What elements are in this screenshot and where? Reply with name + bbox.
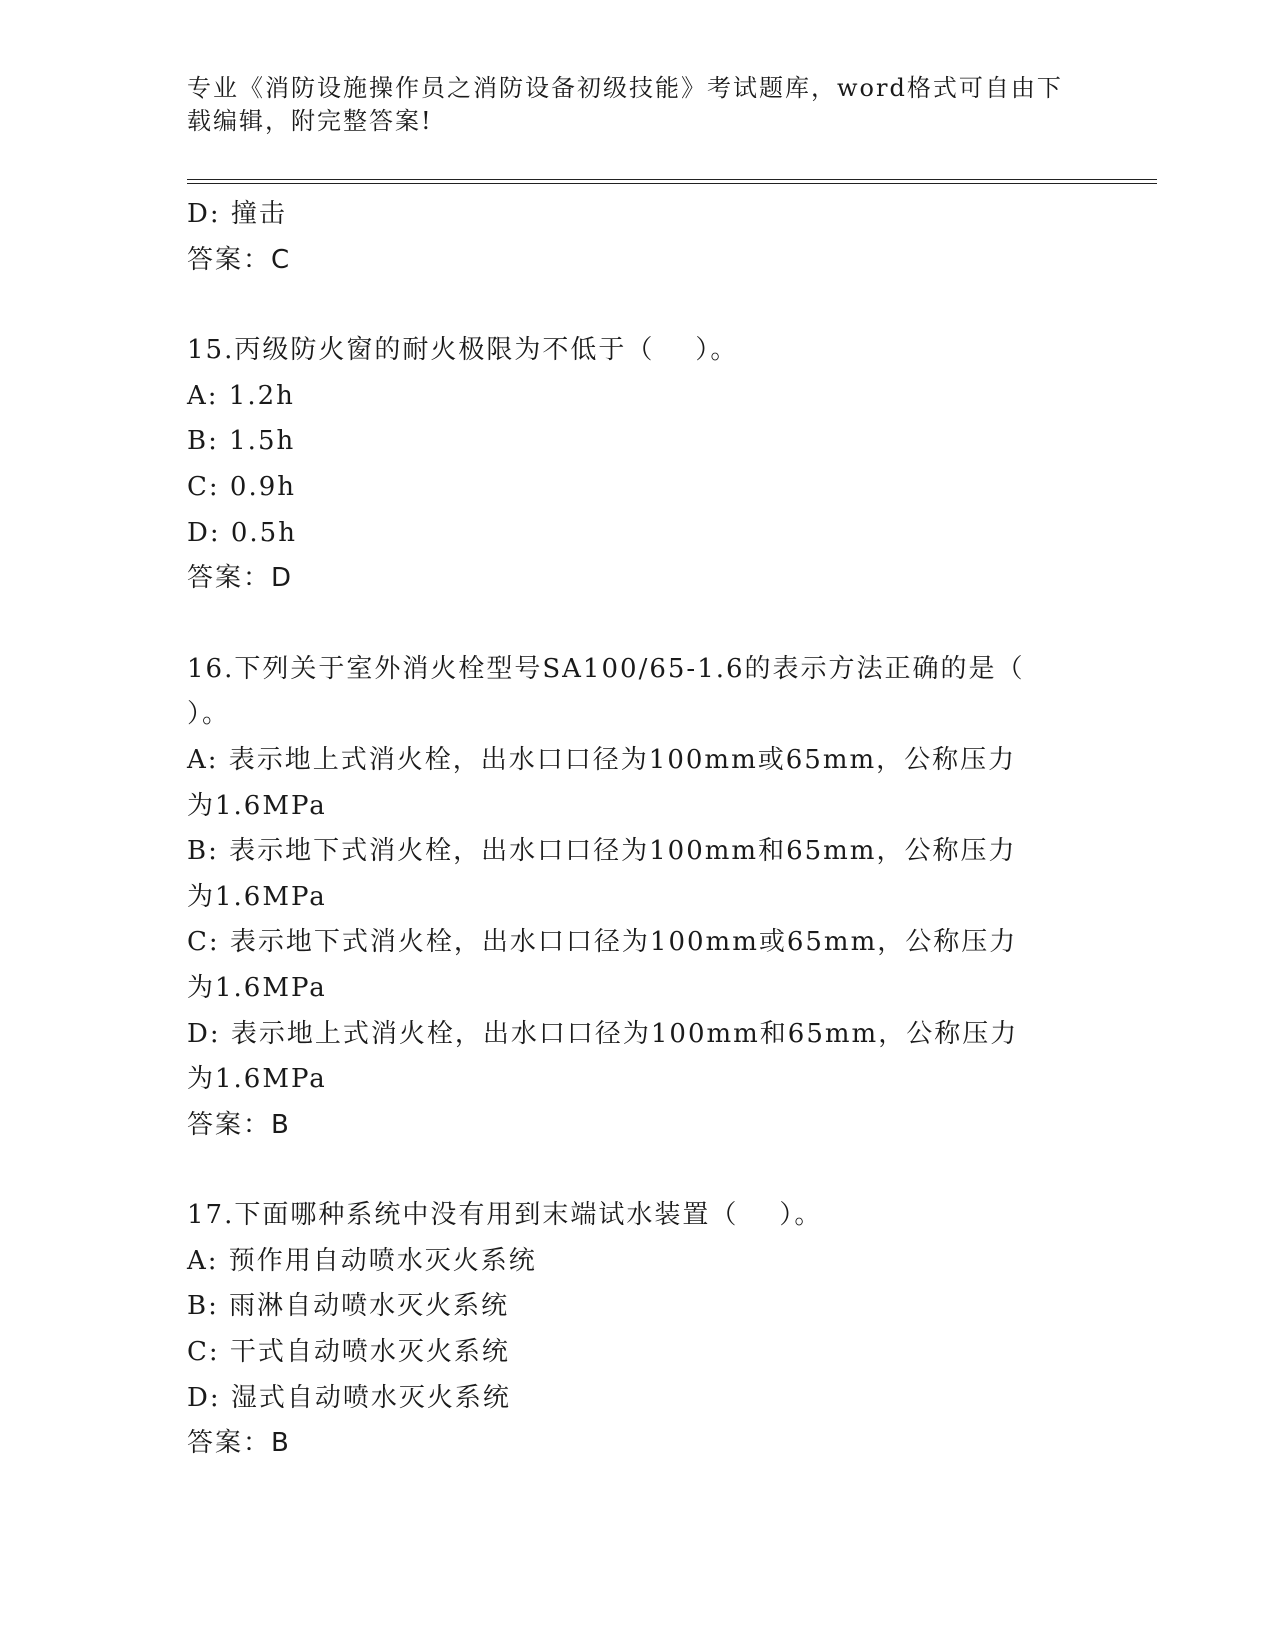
document-header: 专业《消防设施操作员之消防设备初级技能》考试题库，word格式可自由下载编辑，附完整答案! — [187, 74, 1063, 135]
answer: 答案：B — [187, 1428, 291, 1459]
option-b: B: 雨淋自动喷水灭火系统 — [187, 1291, 510, 1322]
option-d: D: 0.5h — [187, 517, 297, 548]
option-a: A: 表示地上式消火栓，出水口口径为100mm或65mm，公称压力为1.6MPa — [187, 744, 1017, 821]
question-15 — [187, 328, 1037, 602]
option-c: C: 0.9h — [187, 471, 297, 502]
spacer — [187, 1148, 1037, 1193]
question-stem: 17.下面哪种系统中没有用到末端试水装置（ ）。 — [187, 1200, 823, 1231]
option-d: D: 湿式自动喷水灭火系统 — [187, 1382, 511, 1413]
spacer — [187, 602, 1037, 647]
answer: 答案：B — [187, 1109, 291, 1140]
option-b: B: 表示地下式消火栓，出水口口径为100mm和65mm，公称压力为1.6MPa — [187, 836, 1017, 912]
question-stem: 16.下列关于室外消火栓型号SA100/65-1.6的表示方法正确的是（ ）。 — [187, 653, 1066, 730]
question-content — [187, 192, 1066, 1467]
option-a: A: 预作用自动喷水灭火系统 — [187, 1245, 537, 1276]
question-17 — [187, 1193, 1037, 1467]
answer: 答案：D — [187, 563, 294, 594]
option-b: B: 1.5h — [187, 426, 296, 457]
question-16 — [187, 647, 1066, 1149]
option-d: D: 表示地上式消火栓，出水口口径为100mm和65mm，公称压力为1.6MPa — [187, 1018, 1019, 1095]
option-c: C: 表示地下式消火栓，出水口口径为100mm或65mm，公称压力为1.6MPa — [187, 927, 1018, 1003]
spacer — [187, 283, 1037, 328]
option-a: A: 1.2h — [187, 380, 295, 411]
question-stem: 15.丙级防火窗的耐火极限为不低于（ ）。 — [187, 335, 739, 366]
previous-answer: 答案：C — [187, 244, 292, 275]
previous-option-d: D: 撞击 — [187, 199, 287, 229]
header-divider — [187, 179, 1157, 184]
option-c: C: 干式自动喷水灭火系统 — [187, 1337, 510, 1368]
